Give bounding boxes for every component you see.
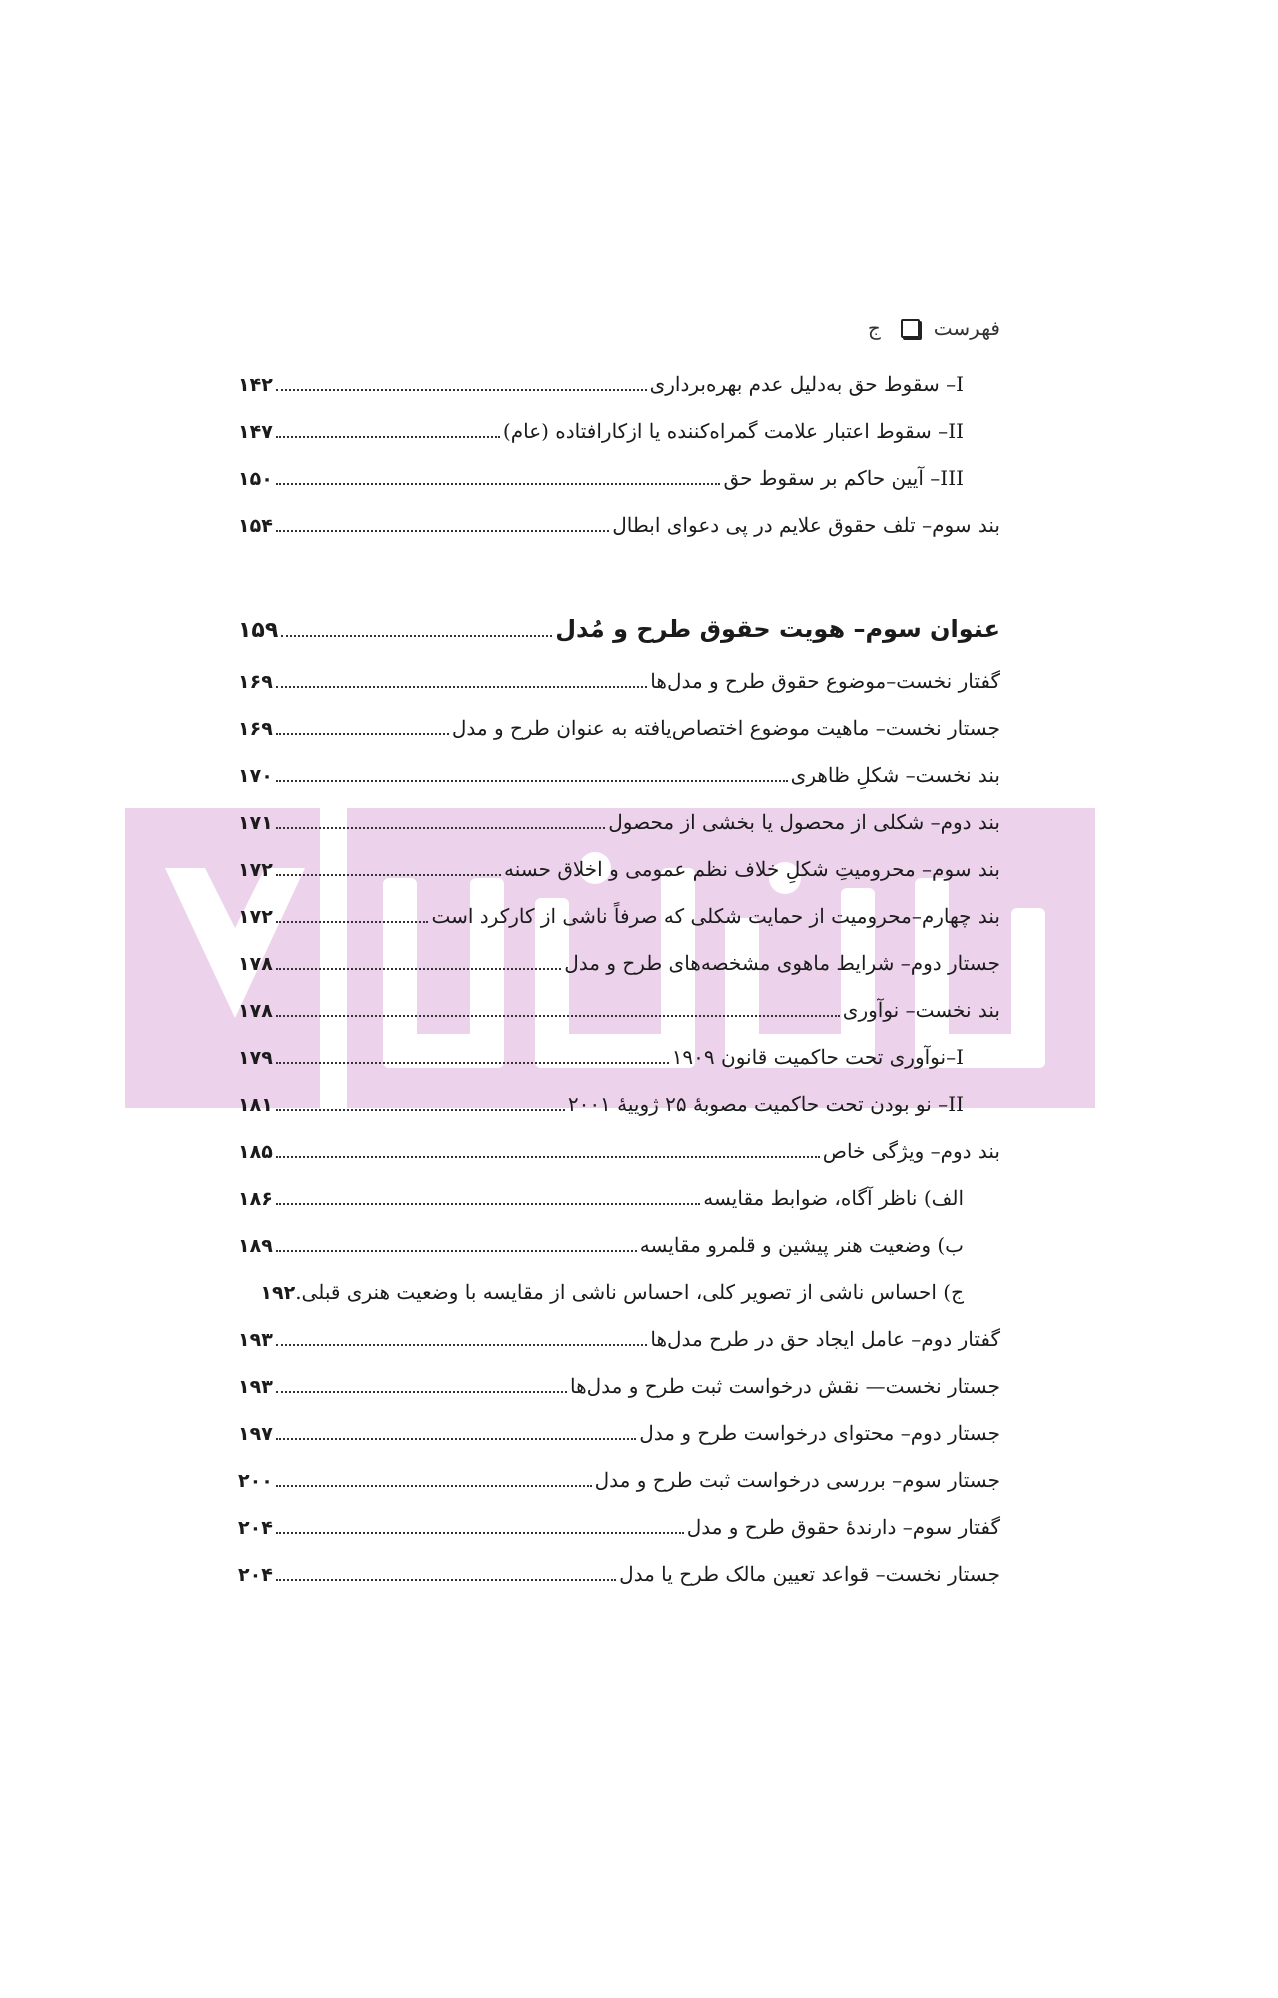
toc-entry-title: بند سوم– تلف حقوق علایم در پی دعوای ابطال [612,513,1000,537]
dot-leader [276,1014,840,1017]
toc-entry-title: II– سقوط اعتبار علامت گمراه‌کننده یا ازکارافتاده (عام) [502,419,964,443]
toc-entry-title: بند دوم– ویژگی خاص [822,1139,1000,1163]
toc-entry-title: بند نخست– شکلِ ظاهری [790,763,1000,787]
toc-entry [238,372,1000,419]
dot-leader [276,1578,616,1581]
dot-leader [276,1202,700,1205]
toc-entry [238,1562,1000,1609]
toc-entry-page: ۲۰۰ [238,1470,273,1492]
toc-entry-title: الف) ناظر آگاه، ضوابط مقایسه [703,1186,964,1210]
toc-entry-page: ۱۷۲ [238,859,273,881]
toc-entry [238,1186,1000,1233]
toc-entry [238,1233,1000,1280]
toc-entry-title: III– آیین حاکم بر سقوط حق [723,466,964,490]
toc-entry-title: جستار سوم– بررسی درخواست ثبت طرح و مدل [594,1468,1000,1492]
toc-entry-page: ۱۴۲ [238,374,273,396]
toc-section-heading [238,615,1000,669]
toc-entry-page: ۲۰۴ [238,1517,273,1539]
toc-entry-page: ۱۸۶ [238,1188,273,1210]
toc-entry-page: ۲۰۴ [238,1564,273,1586]
toc-entry-page: ۱۷۸ [238,1000,273,1022]
dot-leader [276,1343,648,1346]
toc-entry [238,513,1000,560]
toc-entry [238,1374,1000,1421]
toc-entry-title: بند دوم– شکلی از محصول یا بخشی از محصول [608,810,1000,834]
toc-entry-page: ۱۷۹ [238,1047,273,1069]
toc-entry [238,810,1000,857]
toc-entry-page: ۱۸۹ [238,1235,273,1257]
dot-leader [276,779,788,782]
toc-entry [238,1045,1000,1092]
dot-leader [276,1108,565,1111]
running-header [238,308,1000,348]
toc-entry-page: ۱۸۱ [238,1094,273,1116]
toc-entry-page: ۱۹۲ [260,1282,296,1304]
toc-entry [238,904,1000,951]
dot-leader [276,1249,637,1252]
toc-entry-title: I–نوآوری تحت حاکمیت قانون ۱۹۰۹ [671,1045,964,1069]
toc-entry-title: جستار نخست— نقش درخواست ثبت طرح و مدل‌ها [570,1374,1000,1398]
toc-entry [238,1421,1000,1468]
toc-entry-page: ۱۹۷ [238,1423,273,1445]
dot-leader [276,482,721,485]
toc-entry [238,998,1000,1045]
toc-entry-title: II– نو بودن تحت حاکمیت مصوبهٔ ۲۵ ژوییهٔ ۲۰۰۱ [567,1092,964,1116]
toc-entry-page: ۱۸۵ [238,1141,273,1163]
toc-entry [238,1092,1000,1139]
toc-entry [238,419,1000,466]
dot-leader [276,435,500,438]
dot-leader [281,634,552,637]
dot-leader [276,1390,567,1393]
toc-entry-page: ۱۷۰ [238,765,273,787]
dot-leader [276,1437,636,1440]
toc-entry-title: جستار نخست– ماهیت موضوع اختصاص‌یافته به عنوان طرح و مدل [451,716,1000,740]
dot-leader [276,732,449,735]
toc-entry [238,1468,1000,1515]
dot-leader [276,920,429,923]
toc-entry [238,857,1000,904]
toc-entry-title: گفتار سوم– دارندهٔ حقوق طرح و مدل [686,1515,1000,1539]
toc-entry-title: گفتار دوم– عامل ایجاد حق در طرح مدل‌ها [650,1327,1000,1351]
toc-entry-page: ۱۹۳ [238,1329,273,1351]
dot-leader [276,1484,592,1487]
dot-leader [276,826,605,829]
toc-entry-page: ۱۷۲ [238,906,273,928]
toc-entry-page: ۱۵۰ [238,468,273,490]
toc-entry-page: ۱۶۹ [238,671,273,693]
dot-leader [276,388,647,391]
toc-entry [238,466,1000,513]
dot-leader [276,685,648,688]
toc-entry-title: گفتار نخست–موضوع حقوق طرح و مدل‌ها [650,669,1000,693]
toc-entry [238,669,1000,716]
toc-entry [238,1515,1000,1562]
toc-entry-page: ۱۶۹ [238,718,273,740]
toc-entry-page: ۱۴۷ [238,421,273,443]
toc-entry [238,1327,1000,1374]
toc-entry [238,1139,1000,1186]
toc-entry [238,763,1000,810]
toc-entry-title: جستار نخست– قواعد تعیین مالک طرح یا مدل [619,1562,1000,1586]
toc-entry-title: ب) وضعیت هنر پیشین و قلمرو مقایسه [639,1233,964,1257]
toc-entry-title: I– سقوط حق به‌دلیل عدم بهره‌برداری [649,372,964,396]
dot-leader [276,873,501,876]
header-page-letter: ج [867,316,881,340]
toc-entry [238,1280,1000,1327]
table-of-contents [238,372,1000,1609]
toc-entry-page: ۱۹۳ [238,1376,273,1398]
dot-leader [276,1061,669,1064]
toc-entry [238,716,1000,763]
toc-entry-title: بند چهارم–محرومیت از حمایت شکلی که صرفاً ناشی از کارکرد است [431,904,1000,928]
toc-entry-title: بند سوم– محرومیتِ شکلِ خلاف نظم عمومی و اخلاق حسنه [504,857,1000,881]
toc-entry-title: بند نخست– نوآوری [842,998,1000,1022]
dot-leader [276,1155,820,1158]
toc-entry-title: ج) احساس ناشی از تصویر کلی، احساس ناشی از مقایسه با وضعیت هنری قبلی. [295,1280,964,1304]
toc-entry [238,951,1000,998]
toc-entry-page: ۱۷۸ [238,953,273,975]
toc-entry-title: عنوان سوم– هویت حقوق طرح و مُدل [555,615,1000,643]
dot-leader [276,1531,684,1534]
square-bullet-icon [901,319,920,338]
toc-entry-page: ۱۷۱ [238,812,273,834]
toc-entry-page: ۱۵۴ [238,515,273,537]
dot-leader [276,967,561,970]
toc-entry-title: جستار دوم– شرایط ماهوی مشخصه‌های طرح و مدل [564,951,1000,975]
toc-entry-page: ۱۵۹ [238,618,279,643]
header-label: فهرست [933,316,1000,340]
dot-leader [276,529,609,532]
toc-entry-title: جستار دوم– محتوای درخواست طرح و مدل [639,1421,1000,1445]
